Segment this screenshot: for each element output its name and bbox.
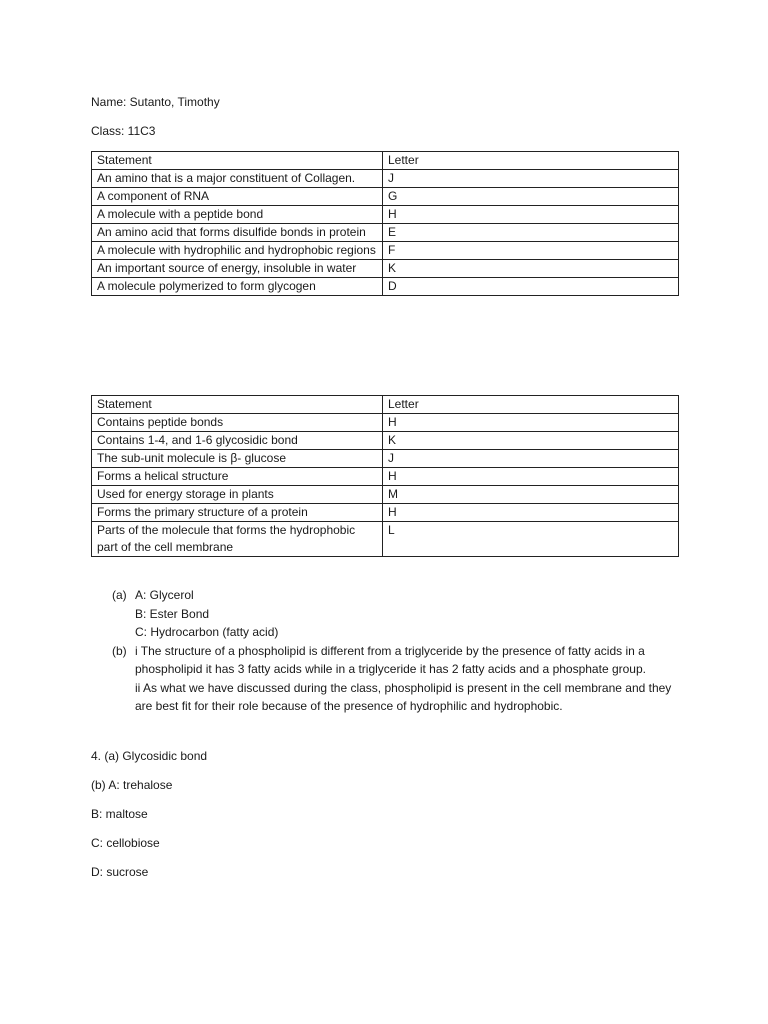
part-b-label: (b) xyxy=(112,643,127,658)
statement-cell: A molecule with a peptide bond xyxy=(92,206,383,224)
q4-part-b-b: B: maltose xyxy=(91,807,148,821)
part-a-line: B: Ester Bond xyxy=(135,606,210,621)
part-b-paragraph-ii: ii As what we have discussed during the class, phospholipid is present in the cell membrane and they are best fit for their role because of the presence of hydrophilic and hydrophobic. xyxy=(135,680,672,713)
letter-cell: K xyxy=(383,432,679,450)
q4-part-b-a: (b) A: trehalose xyxy=(91,778,173,792)
statement-cell: Contains 1-4, and 1-6 glycosidic bond xyxy=(92,432,383,450)
answer-table-1 xyxy=(91,151,679,296)
statement-cell: The sub-unit molecule is β- glucose xyxy=(92,450,383,468)
table-row xyxy=(92,414,679,432)
header-statement: Statement xyxy=(92,396,383,414)
table-row xyxy=(92,504,679,522)
statement-cell: Forms a helical structure xyxy=(92,468,383,486)
letter-cell: K xyxy=(383,260,679,278)
letter-cell: L xyxy=(383,522,679,557)
part-a-line: C: Hydrocarbon (fatty acid) xyxy=(135,625,279,639)
statement-cell: An important source of energy, insoluble in water xyxy=(92,260,383,278)
table-header-row xyxy=(92,152,679,170)
table-row xyxy=(92,170,679,188)
letter-cell: J xyxy=(383,170,679,188)
letter-cell: J xyxy=(383,450,679,468)
table-header-row xyxy=(92,396,679,414)
part-a xyxy=(112,586,682,642)
q4-part-b-d: D: sucrose xyxy=(91,865,149,879)
q4-part-a: 4. (a) Glycosidic bond xyxy=(91,749,208,763)
table-row xyxy=(92,278,679,296)
header-letter: Letter xyxy=(383,396,679,414)
letter-cell: E xyxy=(383,224,679,242)
statement-cell: An amino acid that forms disulfide bonds in protein xyxy=(92,224,383,242)
statement-cell: An amino that is a major constituent of Collagen. xyxy=(92,170,383,188)
answer-table-1-body xyxy=(92,152,679,296)
table-row xyxy=(92,468,679,486)
part-a-line: A: Glycerol xyxy=(135,588,194,602)
table-row xyxy=(92,188,679,206)
table-row xyxy=(92,522,679,557)
letter-cell: H xyxy=(383,468,679,486)
header-letter: Letter xyxy=(383,152,679,170)
statement-cell: A molecule with hydrophilic and hydrophobic regions xyxy=(92,242,383,260)
statement-cell: Forms the primary structure of a protein xyxy=(92,504,383,522)
letter-cell: F xyxy=(383,242,679,260)
letter-cell: M xyxy=(383,486,679,504)
letter-cell: H xyxy=(383,504,679,522)
header-statement: Statement xyxy=(92,152,383,170)
table-row xyxy=(92,242,679,260)
part-b-paragraph-i: i The structure of a phospholipid is different from a triglyceride by the presence of fatty acids in a phospholipid it has 3 fatty acids while in a triglyceride it has 2 fatty acids and a phosphate group. xyxy=(135,643,646,676)
q4-part-b-c: C: cellobiose xyxy=(91,836,160,850)
table-row xyxy=(92,486,679,504)
table-row xyxy=(92,224,679,242)
letter-cell: G xyxy=(383,188,679,206)
part-b xyxy=(112,642,682,716)
letter-cell: H xyxy=(383,206,679,224)
table-row xyxy=(92,206,679,224)
part-a-label: (a) xyxy=(112,588,127,602)
statement-cell: A component of RNA xyxy=(92,188,383,206)
table-row xyxy=(92,432,679,450)
student-name: Name: Sutanto, Timothy xyxy=(91,95,220,109)
student-class: Class: 11C3 xyxy=(91,124,156,138)
statement-cell: A molecule polymerized to form glycogen xyxy=(92,278,383,296)
table-row xyxy=(92,450,679,468)
table-row xyxy=(92,260,679,278)
answer-table-2 xyxy=(91,395,679,557)
question-answers xyxy=(112,586,682,716)
answer-table-2-body xyxy=(92,396,679,557)
statement-cell: Contains peptide bonds xyxy=(92,414,383,432)
statement-cell: Used for energy storage in plants xyxy=(92,486,383,504)
letter-cell: H xyxy=(383,414,679,432)
statement-cell: Parts of the molecule that forms the hydrophobic part of the cell membrane xyxy=(92,522,383,557)
letter-cell: D xyxy=(383,278,679,296)
